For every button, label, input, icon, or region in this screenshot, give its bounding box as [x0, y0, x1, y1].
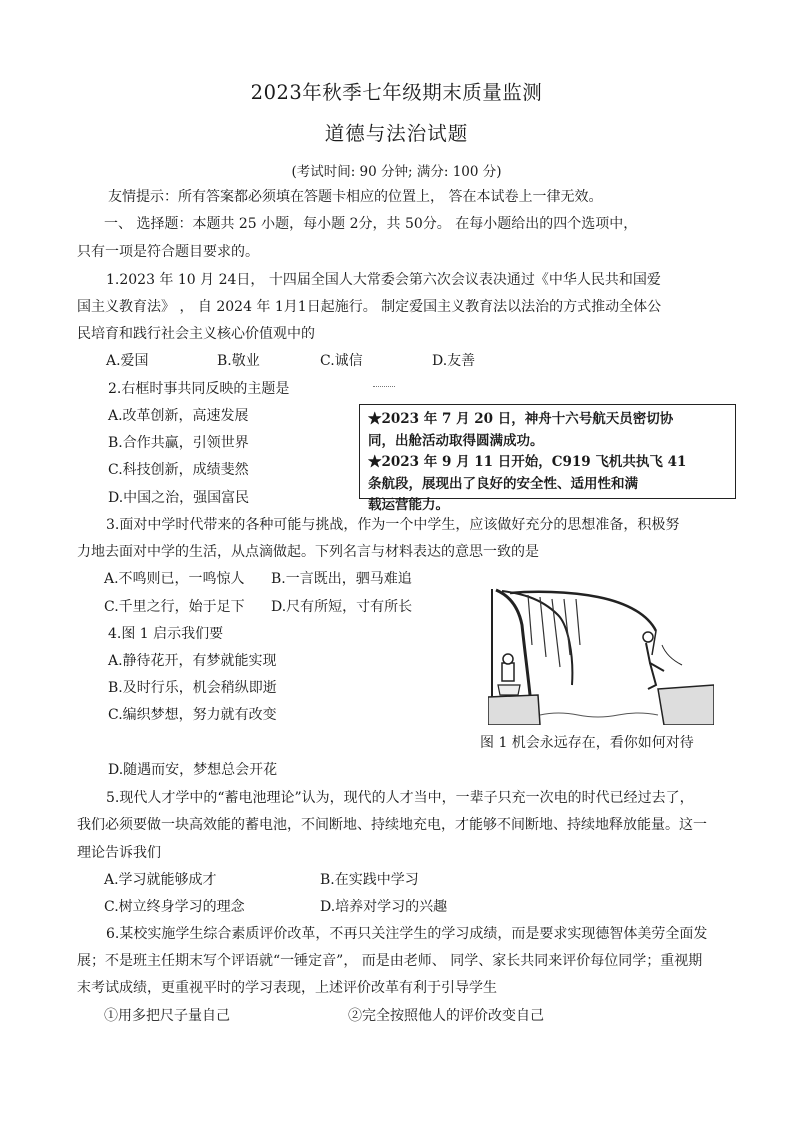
- q3-option-d: D.尺有所短，寸有所长: [271, 599, 413, 615]
- q2-option-a: A.改革创新，高速发展: [108, 408, 249, 424]
- cartoon-illustration: [488, 585, 714, 725]
- exam-info: (考试时间: 90 分钟; 满分: 100 分): [291, 164, 502, 180]
- q2-option-c: C.科技创新，成绩斐然: [108, 462, 249, 478]
- q5-line3: 理论告诉我们: [77, 845, 161, 861]
- q5-line1: 5.现代人才学中的“蓄电池理论”认为，现代的人才当中，一辈子只充一次电的时代已经过去了，: [106, 790, 694, 806]
- q1-line3: 民培育和践行社会主义核心价值观中的: [77, 326, 315, 342]
- q2-option-d: D.中国之治，强国富民: [108, 490, 250, 506]
- q6-statement-2: ②完全按照他人的评价改变自己: [348, 1008, 544, 1024]
- q1-option-a: A.爱国: [106, 353, 149, 369]
- box-line: ★2023 年 9 月 11 日开始，C919 飞机共执飞 41: [368, 454, 687, 470]
- page-title: 2023年秋季七年级期末质量监测: [250, 81, 543, 104]
- section-heading-line1: 一、 选择题：本题共 25 小题，每小题 2分，共 50分。 在每小题给出的四个选项中，: [104, 216, 638, 232]
- figure-caption: 图 1 机会永远存在，看你如何对待: [480, 735, 694, 751]
- friendly-notice: 友情提示：所有答案都必须填在答题卡相应的位置上， 答在本试卷上一律无效。: [108, 189, 603, 205]
- q1-option-c: C.诚信: [320, 353, 363, 369]
- q5-option-b: B.在实践中学习: [320, 872, 419, 888]
- q4-option-c: C.编织梦想，努力就有改变: [108, 707, 277, 723]
- q4-option-b: B.及时行乐，机会稍纵即逝: [108, 680, 277, 696]
- box-line: ★2023 年 7 月 20 日，神舟十六号航天员密切协: [368, 411, 674, 427]
- q5-option-c: C.树立终身学习的理念: [104, 899, 245, 915]
- q1-option-d: D.友善: [432, 353, 476, 369]
- q6-statement-1: ①用多把尺子量自己: [104, 1008, 230, 1024]
- q5-option-d: D.培养对学习的兴趣: [320, 899, 448, 915]
- current-events-box: [359, 404, 736, 513]
- box-line: 载运营能力。: [368, 497, 449, 513]
- q6-line2: 展；不是班主任期末写个评语就“一锤定音”， 而是由老师、 同学、家长共同来评价每位同学；重视期: [77, 953, 703, 969]
- q1-line1: 1.2023 年 10 月 24日， 十四届全国人大常委会第六次会议表决通过《中华人民共和国爱: [106, 272, 661, 288]
- q1-line2: 国主义教育法》 ， 自 2024 年 1月1日起施行。 制定爱国主义教育法以法治的方式推动全体公: [77, 299, 662, 315]
- q4-stem: 4.图 1 启示我们要: [108, 626, 224, 642]
- q3-option-b: B.一言既出，驷马难追: [271, 571, 412, 587]
- q3-option-a: A.不鸣则已，一鸣惊人: [104, 571, 245, 587]
- q3-line1: 3.面对中学时代带来的各种可能与挑战，作为一个中学生，应该做好充分的思想准备，积极努: [106, 517, 680, 533]
- q5-option-a: A.学习就能够成才: [104, 872, 217, 888]
- q1-option-b: B.敬业: [217, 353, 260, 369]
- q4-option-d: D.随遇而安，梦想总会开花: [108, 762, 278, 778]
- box-line: 同，出舱活动取得圆满成功。: [368, 432, 544, 449]
- q4-option-a: A.静待花开，有梦就能实现: [108, 653, 277, 669]
- scan-mark: [373, 386, 395, 388]
- q3-option-c: C.千里之行，始于足下: [104, 599, 245, 615]
- q6-line3: 末考试成绩，更重视平时的学习表现，上述评价改革有利于引导学生: [77, 980, 497, 996]
- q5-line2: 我们必须要做一块高效能的蓄电池，不间断地、持续地充电，才能够不间断地、持续地释放能量。这一: [77, 817, 707, 833]
- section-heading-line2: 只有一项是符合题目要求的。: [77, 244, 259, 260]
- page-subtitle: 道德与法治试题: [324, 122, 469, 145]
- q2-option-b: B.合作共赢，引领世界: [108, 435, 249, 451]
- q3-line2: 力地去面对中学的生活，从点滴做起。下列名言与材料表达的意思一致的是: [77, 544, 539, 560]
- q2-stem: 2.右框时事共同反映的主题是: [108, 381, 290, 397]
- box-line: 条航段，展现出了良好的安全性、适用性和满: [368, 475, 638, 492]
- q6-line1: 6.某校实施学生综合素质评价改革，不再只关注学生的学习成绩，而是要求实现德智体美劳全面发: [106, 926, 708, 942]
